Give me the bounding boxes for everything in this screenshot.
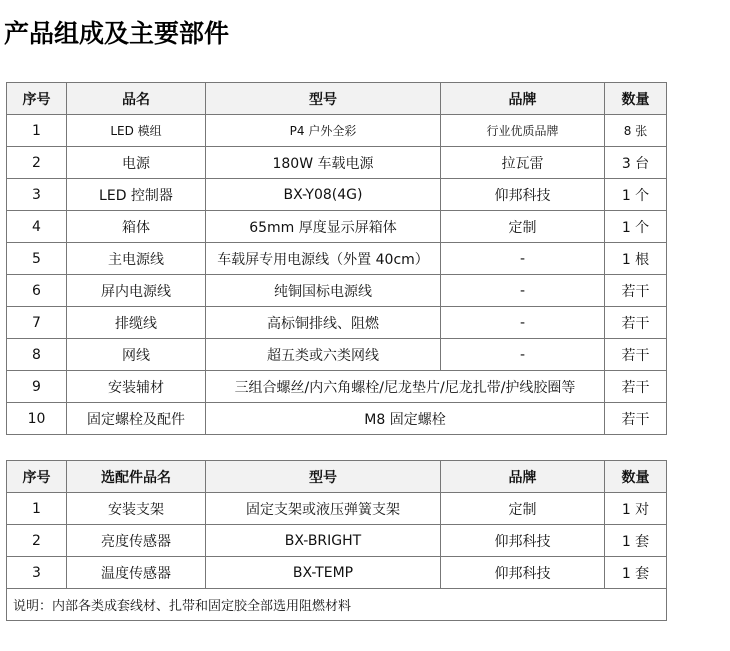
table-row [7,307,667,339]
cell-quantity: 8 张 [605,115,667,147]
cell-index: 5 [7,243,67,275]
cell-model: 纯铜国标电源线 [206,275,441,307]
table-row [7,179,667,211]
cell-brand: 仰邦科技 [441,557,605,589]
cell-model: 固定支架或液压弹簧支架 [206,493,441,525]
cell-index: 1 [7,115,67,147]
cell-brand: 定制 [441,493,605,525]
cell-name: 屏内电源线 [67,275,206,307]
cell-model: 车载屏专用电源线（外置 40cm） [206,243,441,275]
cell-model: 180W 车载电源 [206,147,441,179]
table-row [7,525,667,557]
header-brand: 品牌 [441,461,605,493]
header-model: 型号 [206,83,441,115]
cell-name: 主电源线 [67,243,206,275]
cell-brand: - [441,339,605,371]
cell-brand: - [441,307,605,339]
cell-name: 温度传感器 [67,557,206,589]
cell-brand: - [441,275,605,307]
table-row [7,275,667,307]
cell-quantity: 1 根 [605,243,667,275]
cell-model: 高标铜排线、阻燃 [206,307,441,339]
cell-model: 超五类或六类网线 [206,339,441,371]
cell-index: 2 [7,147,67,179]
cell-model: BX-BRIGHT [206,525,441,557]
cell-brand: - [441,243,605,275]
cell-name: 电源 [67,147,206,179]
cell-model: BX-Y08(4G) [206,179,441,211]
cell-quantity: 3 台 [605,147,667,179]
cell-name: 网线 [67,339,206,371]
table-row [7,147,667,179]
cell-quantity: 若干 [605,307,667,339]
cell-brand: 仰邦科技 [441,525,605,557]
cell-name: 箱体 [67,211,206,243]
cell-name: LED 控制器 [67,179,206,211]
cell-model-merged: M8 固定螺栓 [206,403,605,435]
optional-accessories-table [6,460,667,621]
cell-quantity: 若干 [605,403,667,435]
cell-index: 6 [7,275,67,307]
cell-index: 2 [7,525,67,557]
table-row [7,243,667,275]
cell-name: 安装支架 [67,493,206,525]
table-row [7,557,667,589]
header-model: 型号 [206,461,441,493]
cell-quantity: 1 个 [605,211,667,243]
cell-name: 亮度传感器 [67,525,206,557]
header-index: 序号 [7,461,67,493]
cell-index: 9 [7,371,67,403]
cell-model: P4 户外全彩 [206,115,441,147]
table-row [7,493,667,525]
cell-quantity: 若干 [605,371,667,403]
table-row [7,115,667,147]
table-header-row [7,461,667,493]
cell-quantity: 1 套 [605,525,667,557]
cell-brand: 定制 [441,211,605,243]
cell-index: 4 [7,211,67,243]
cell-quantity: 1 个 [605,179,667,211]
cell-quantity: 若干 [605,339,667,371]
table-row [7,211,667,243]
cell-index: 3 [7,179,67,211]
header-name: 品名 [67,83,206,115]
cell-index: 7 [7,307,67,339]
table-row [7,371,667,403]
note-row [7,589,667,621]
cell-name: 安装辅材 [67,371,206,403]
cell-brand: 行业优质品牌 [441,115,605,147]
cell-name: LED 模组 [67,115,206,147]
components-table [6,82,667,435]
cell-index: 8 [7,339,67,371]
cell-index: 3 [7,557,67,589]
page-title: 产品组成及主要部件 [4,19,230,48]
header-quantity: 数量 [605,83,667,115]
cell-name: 排缆线 [67,307,206,339]
table-header-row [7,83,667,115]
cell-model: BX-TEMP [206,557,441,589]
cell-brand: 拉瓦雷 [441,147,605,179]
cell-quantity: 若干 [605,275,667,307]
cell-model: 65mm 厚度显示屏箱体 [206,211,441,243]
note-text: 说明：内部各类成套线材、扎带和固定胶全部选用阻燃材料 [7,589,667,621]
cell-index: 1 [7,493,67,525]
table-row [7,403,667,435]
cell-brand: 仰邦科技 [441,179,605,211]
header-quantity: 数量 [605,461,667,493]
cell-quantity: 1 对 [605,493,667,525]
table-row [7,339,667,371]
header-index: 序号 [7,83,67,115]
header-brand: 品牌 [441,83,605,115]
cell-quantity: 1 套 [605,557,667,589]
cell-model-merged: 三组合螺丝/内六角螺栓/尼龙垫片/尼龙扎带/护线胶圈等 [206,371,605,403]
cell-index: 10 [7,403,67,435]
header-name: 选配件品名 [67,461,206,493]
cell-name: 固定螺栓及配件 [67,403,206,435]
